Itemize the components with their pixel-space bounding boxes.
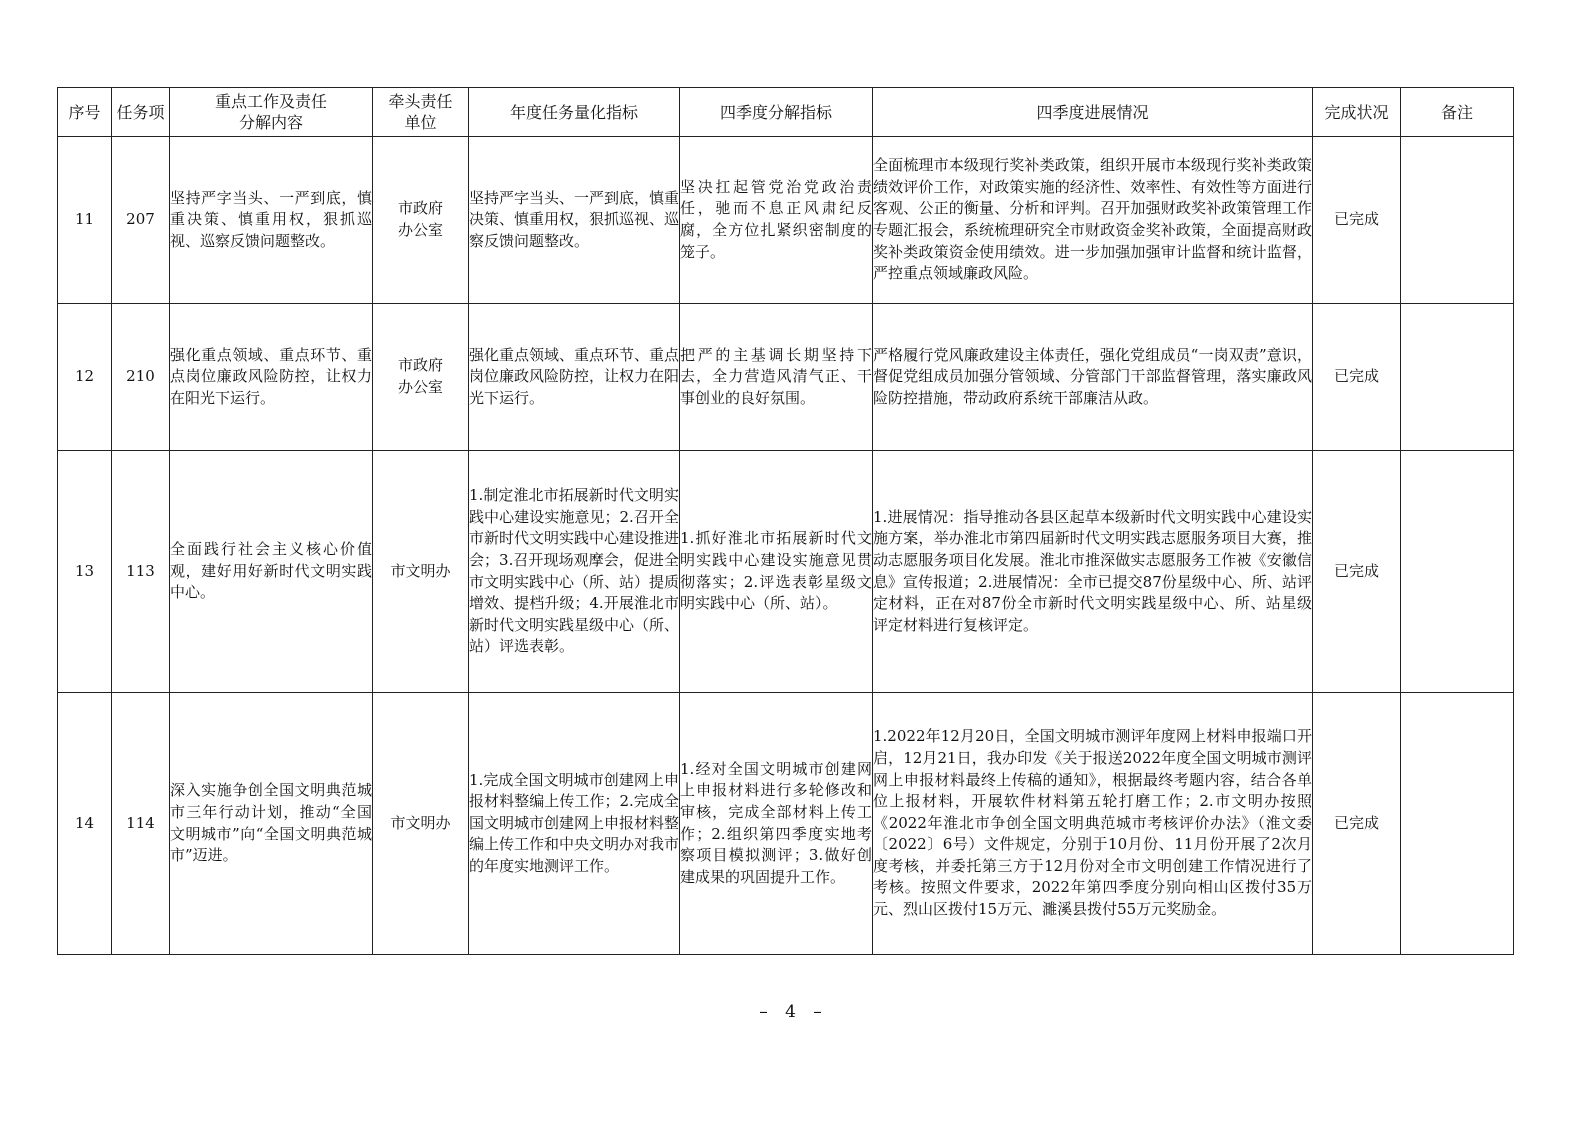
cell-content: 强化重点领域、重点环节、重点岗位廉政风险防控，让权力在阳光下运行。	[170, 304, 373, 451]
cell-seq: 13	[58, 451, 112, 693]
cell-content: 坚持严字当头、一严到底，慎重决策、慎重用权，狠抓巡视、巡察反馈问题整改。	[170, 137, 373, 304]
cell-unit: 市政府 办公室	[373, 137, 469, 304]
cell-progress: 全面梳理市本级现行奖补类政策，组织开展市本级现行奖补类政策绩效评价工作，对政策实施的经济性、效率性、有效性等方面进行客观、公正的衡量、分析和评判。召开加强财政奖补政策管理工作专题汇报会，系统梳理研究全市财政资金奖补政策，全面提高财政奖补类政策资金使用绩效。进一步加强加强审计监督和统计监督，严控重点领域廉政风险。	[873, 137, 1313, 304]
cell-unit: 市文明办	[373, 451, 469, 693]
cell-annual: 1.完成全国文明城市创建网上申报材料整编上传工作；2.完成全国文明城市创建网上申报材料整编上传工作和中央文明办对我市的年度实地测评工作。	[469, 693, 680, 955]
cell-unit: 市政府 办公室	[373, 304, 469, 451]
cell-task: 207	[112, 137, 170, 304]
cell-progress: 1.2022年12月20日，全国文明城市测评年度网上材料申报端口开启，12月21日，我办印发《关于报送2022年度全国文明城市测评网上申报材料最终上传稿的通知》，根据最终考题内容，结合各单位上报材料，开展软件材料第五轮打磨工作；2.市文明办按照《2022年淮北市争创全国文明典范城市考核评价办法》（淮文委〔2022〕6号）文件规定，分别于10月份、11月份开展了2次月度考核，并委托第三方于12月份对全市文明创建工作情况进行了考核。按照文件要求，2022年第四季度分别向相山区拨付35万元、烈山区拨付15万元、濉溪县拨付55万元奖励金。	[873, 693, 1313, 955]
cell-status: 已完成	[1313, 137, 1401, 304]
cell-q4: 1.经对全国文明城市创建网上申报材料进行多轮修改和审核，完成全部材料上传工作；2.组织第四季度实地考察项目模拟测评；3.做好创建成果的巩固提升工作。	[680, 693, 873, 955]
cell-q4: 1.抓好淮北市拓展新时代文明实践中心建设实施意见贯彻落实；2.评选表彰星级文明实践中心（所、站）。	[680, 451, 873, 693]
cell-annual: 坚持严字当头、一严到底，慎重决策、慎重用权，狠抓巡视、巡察反馈问题整改。	[469, 137, 680, 304]
cell-task: 210	[112, 304, 170, 451]
header-task: 任务项	[112, 88, 170, 137]
table-row	[58, 137, 1514, 304]
cell-remark	[1401, 693, 1514, 955]
header-remark: 备注	[1401, 88, 1514, 137]
cell-status: 已完成	[1313, 693, 1401, 955]
cell-remark	[1401, 451, 1514, 693]
cell-q4: 把严的主基调长期坚持下去，全力营造风清气正、干事创业的良好氛围。	[680, 304, 873, 451]
header-row	[58, 88, 1514, 137]
header-unit: 牵头责任 单位	[373, 88, 469, 137]
table-row	[58, 304, 1514, 451]
cell-annual: 强化重点领域、重点环节、重点岗位廉政风险防控，让权力在阳光下运行。	[469, 304, 680, 451]
cell-remark	[1401, 304, 1514, 451]
header-status: 完成状况	[1313, 88, 1401, 137]
cell-seq: 12	[58, 304, 112, 451]
table-row	[58, 693, 1514, 955]
header-annual: 年度任务量化指标	[469, 88, 680, 137]
header-seq: 序号	[58, 88, 112, 137]
cell-content: 深入实施争创全国文明典范城市三年行动计划，推动“全国文明城市”向“全国文明典范城市”迈进。	[170, 693, 373, 955]
cell-q4: 坚决扛起管党治党政治责任，驰而不息正风肃纪反腐，全方位扎紧织密制度的笼子。	[680, 137, 873, 304]
cell-content: 全面践行社会主义核心价值观，建好用好新时代文明实践中心。	[170, 451, 373, 693]
header-progress: 四季度进展情况	[873, 88, 1313, 137]
cell-annual: 1.制定淮北市拓展新时代文明实践中心建设实施意见；2.召开全市新时代文明实践中心建设推进会；3.召开现场观摩会，促进全市文明实践中心（所、站）提质增效、提档升级；4.开展淮北市新时代文明实践星级中心（所、站）评选表彰。	[469, 451, 680, 693]
cell-status: 已完成	[1313, 304, 1401, 451]
task-table	[57, 87, 1514, 955]
cell-unit: 市文明办	[373, 693, 469, 955]
page-number: – 4 –	[759, 1002, 828, 1022]
cell-task: 114	[112, 693, 170, 955]
cell-seq: 11	[58, 137, 112, 304]
cell-remark	[1401, 137, 1514, 304]
cell-task: 113	[112, 451, 170, 693]
cell-progress: 1.进展情况：指导推动各县区起草本级新时代文明实践中心建设实施方案，举办淮北市第四届新时代文明实践志愿服务项目大赛，推动志愿服务项目化发展。淮北市推深做实志愿服务工作被《安徽信息》宣传报道；2.进展情况：全市已提交87份星级中心、所、站评定材料，正在对87份全市新时代文明实践星级中心、所、站星级评定材料进行复核评定。	[873, 451, 1313, 693]
header-q4: 四季度分解指标	[680, 88, 873, 137]
cell-status: 已完成	[1313, 451, 1401, 693]
cell-progress: 严格履行党风廉政建设主体责任，强化党组成员“一岗双责”意识，督促党组成员加强分管领域、分管部门干部监督管理，落实廉政风险防控措施，带动政府系统干部廉洁从政。	[873, 304, 1313, 451]
cell-seq: 14	[58, 693, 112, 955]
header-content: 重点工作及责任 分解内容	[170, 88, 373, 137]
table-row	[58, 451, 1514, 693]
